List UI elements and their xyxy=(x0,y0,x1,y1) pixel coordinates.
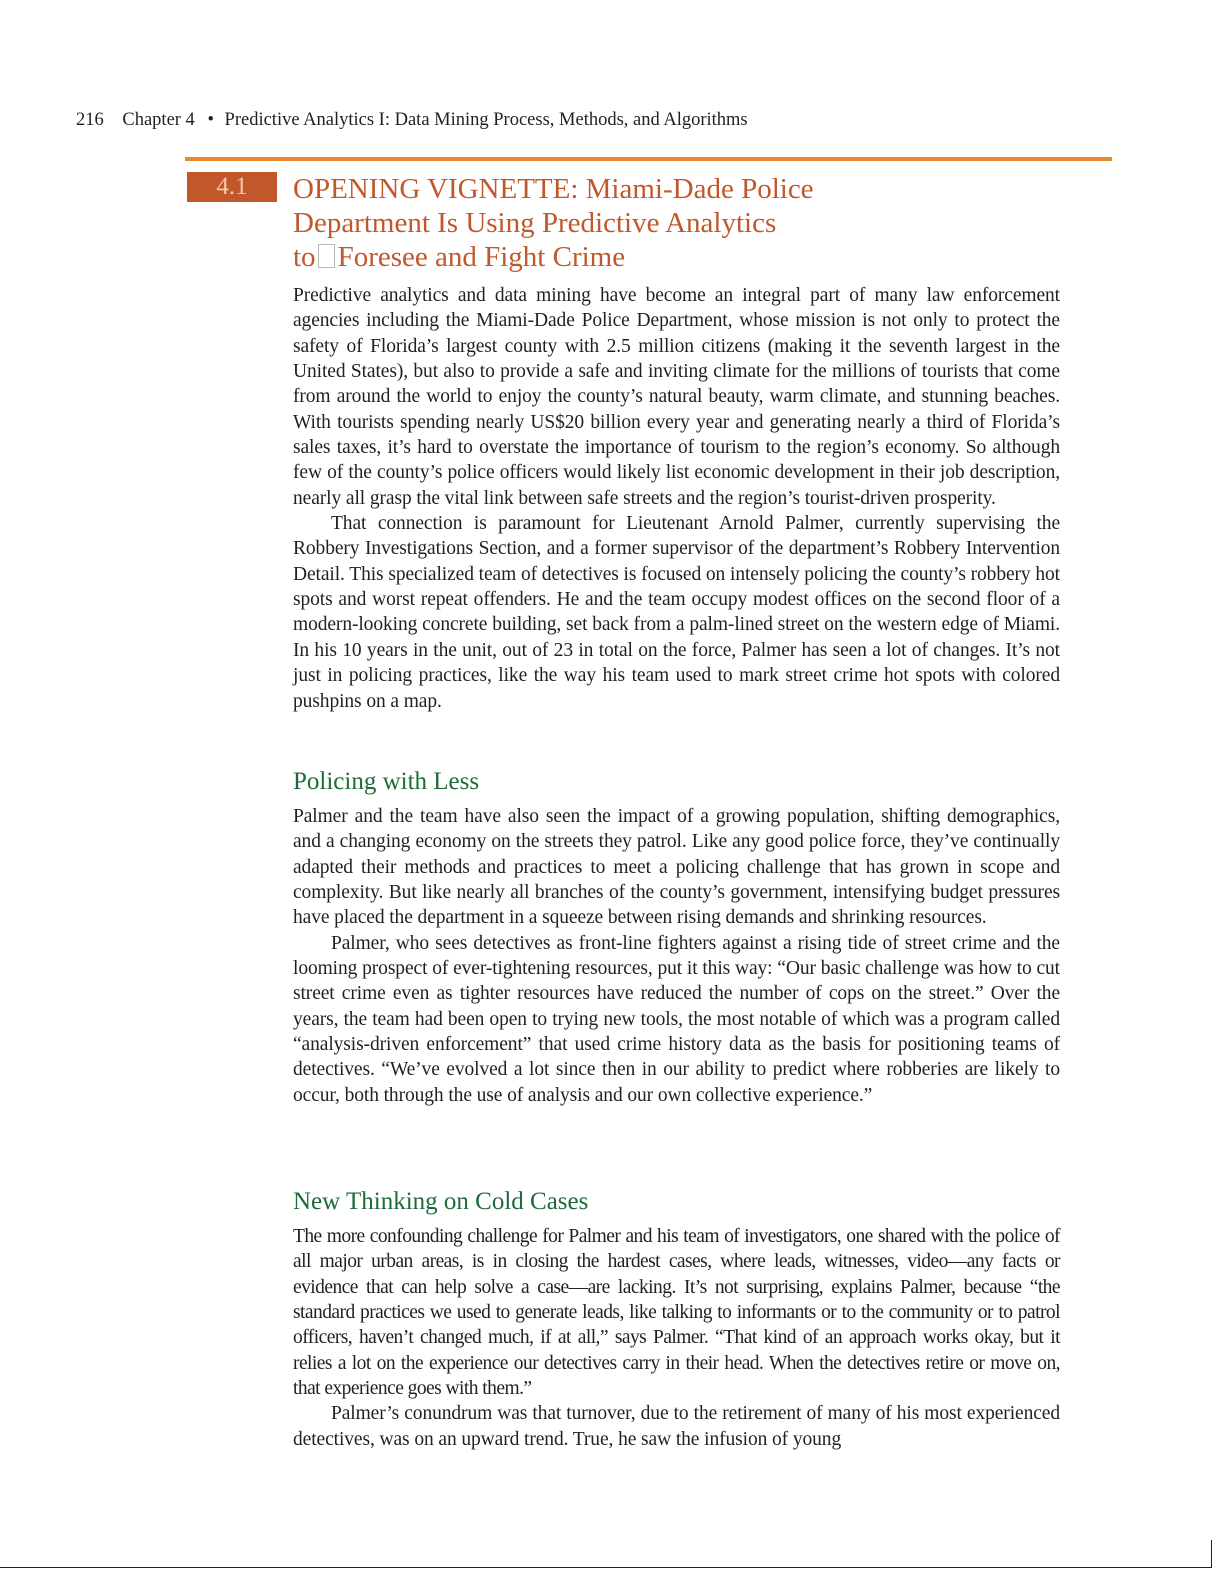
body-paragraph: That connection is paramount for Lieutenant Arnold Palmer, currently supervising the Robbery Investigations Section, and a former supervisor of the department’s Robbery Intervention Detail. This specialized team of detectives is focused on intensely policing the county’s robbery hot spots and worst repeat offenders. He and the team occupy modest offices on the second floor of a modern-looking concrete building, set back from a palm-lined street on the western edge of Miami. In his 10 years in the unit, out of 23 in total on the force, Palmer has seen a lot of changes. It’s not just in policing practices, like the way his team used to mark street crime hot spots with colored pushpins on a map. xyxy=(293,513,1060,712)
intro-text xyxy=(293,283,1060,714)
chapter-label: Chapter 4 xyxy=(122,110,195,130)
body-paragraph: Predictive analytics and data mining have become an integral part of many law enforcement agencies including the Miami-Dade Police Department, whose mission is not only to protect the safety of Florida’s largest county with 2.5 million citizens (making it the seventh largest in the United States), but also to provide a safe and inviting climate for the millions of tourists that come from around the world to enjoy the county’s natural beauty, warm climate, and stunning beaches. With tourists spending nearly US$20 billion every year and generating nearly a third of Florida’s sales taxes, it’s hard to overstate the importance of tourism to the region’s economy. So although few of the county’s police officers would likely list economic development in their job description, nearly all grasp the vital link between safe streets and the region’s tourist-driven prosperity. xyxy=(293,285,1060,509)
section-number-badge: 4.1 xyxy=(187,172,277,202)
section-2-text xyxy=(293,1224,1060,1452)
body-paragraph: Palmer’s conundrum was that turnover, due to the retirement of many of his most experienced detectives, was on an upward trend. True, he saw the infusion of young xyxy=(293,1403,1060,1450)
section-top-rule xyxy=(185,157,1112,161)
section-1-text xyxy=(293,804,1060,1108)
section-title-line-3-prefix: to xyxy=(293,241,316,273)
bullet-separator: • xyxy=(207,110,214,130)
subheading-new-thinking-on-cold-cases: New Thinking on Cold Cases xyxy=(293,1188,589,1215)
body-paragraph: The more confounding challenge for Palmer and his team of investigators, one shared with the police of all major urban areas, is in closing the hardest cases, where leads, witnesses, video—any facts or evidence that can help solve a case—are lacking. It’s not surprising, explains Palmer, because “the standard practices we used to generate leads, like talking to informants or to the community or to patrol officers, haven’t changed much, if at all,” says Palmer. “That kind of an approach works okay, but it relies a lot on the experience our detectives carry in their head. When the detectives retire or move on, that experience goes with them.” xyxy=(293,1226,1060,1400)
chapter-title: Predictive Analytics I: Data Mining Process, Methods, and Algorithms xyxy=(224,110,748,130)
subheading-policing-with-less: Policing with Less xyxy=(293,768,480,795)
section-title-line-2: Department Is Using Predictive Analytics xyxy=(293,207,777,239)
body-paragraph: Palmer and the team have also seen the impact of a growing population, shifting demographics, and a changing economy on the streets they patrol. Like any good police force, they’ve continually adapted their methods and practices to meet a policing challenge that has grown in scope and complexity. But like nearly all branches of the county’s government, intensifying budget pressures have placed the department in a squeeze between rising demands and shrinking resources. xyxy=(293,806,1060,929)
section-title-line-1: OPENING VIGNETTE: Miami-Dade Police xyxy=(293,173,814,205)
section-title-line-3-text: Foresee and Fight Crime xyxy=(337,241,626,273)
running-head xyxy=(76,110,748,131)
body-paragraph: Palmer, who sees detectives as front-line fighters against a rising tide of street crime and the looming prospect of ever-tightening resources, put it this way: “Our basic challenge was how to cut street crime even as tighter resources have reduced the number of cops on the street.” Over the years, the team had been open to trying new tools, the most notable of which was a program called “analysis-driven enforcement” that used crime history data as the basis for positioning teams of detectives. “We’ve evolved a lot since then in our ability to predict where robberies are likely to occur, both through the use of analysis and our own collective experience.” xyxy=(293,932,1060,1106)
section-title-line-3 xyxy=(293,240,1053,274)
page-edge-rule xyxy=(1211,1540,1212,1568)
page-bottom-rule xyxy=(0,1567,1212,1568)
missing-glyph-icon xyxy=(318,244,335,268)
page-number: 216 xyxy=(76,110,104,130)
section-title xyxy=(293,172,1053,274)
